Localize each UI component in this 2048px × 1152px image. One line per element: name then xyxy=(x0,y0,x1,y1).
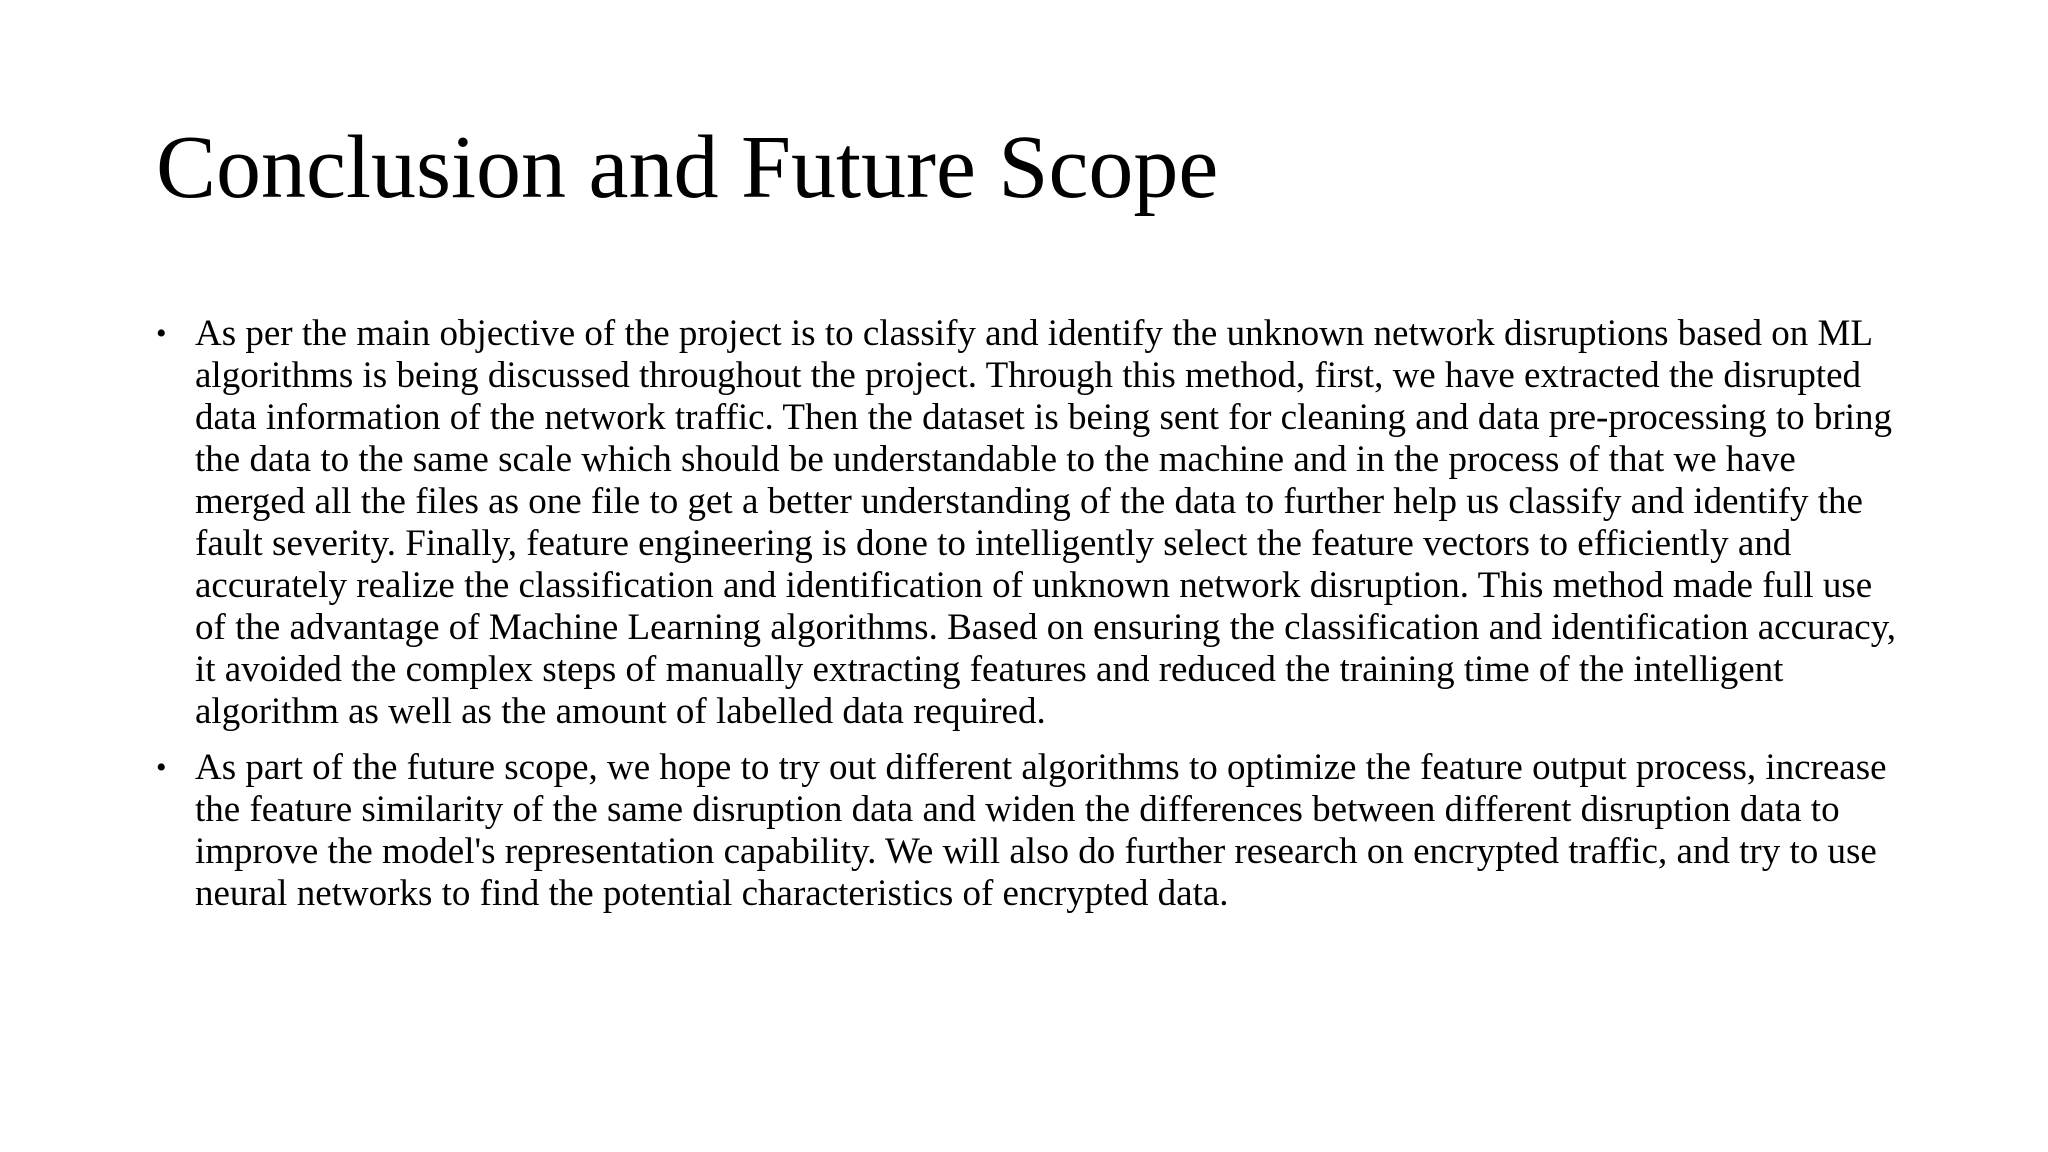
bullet-text-future-scope: As part of the future scope, we hope to try out different algorithms to optimize the feature output process, increase the feature similarity of the same disruption data and widen the differences between different disruption data to improve the model's representation capability. We will also do further research on encrypted traffic, and try to use neural networks to find the potential characteristics of encrypted data. xyxy=(195,747,1887,914)
bullet-list xyxy=(156,313,1908,929)
bullet-text-conclusion: As per the main objective of the project is to classify and identify the unknown network disruptions based on ML algorithms is being discussed throughout the project. Through this method, first, we have extracted the disrupted data information of the network traffic. Then the dataset is being sent for cleaning and data pre-processing to bring the data to the same scale which should be understandable to the machine and in the process of that we have merged all the files as one file to get a better understanding of the data to further help us classify and identify the fault severity. Finally, feature engineering is done to intelligently select the feature vectors to efficiently and accurately realize the classification and identification of unknown network disruption. This method made full use of the advantage of Machine Learning algorithms. Based on ensuring the classification and identification accuracy, it avoided the complex steps of manually extracting features and reduced the training time of the intelligent algorithm as well as the amount of labelled data required. xyxy=(195,313,1897,732)
bullet-dot-icon: • xyxy=(156,317,167,350)
bullet-item-conclusion xyxy=(156,313,1908,733)
slide-title: Conclusion and Future Scope xyxy=(156,118,1219,217)
bullet-dot-icon: • xyxy=(156,751,167,784)
bullet-item-future-scope xyxy=(156,747,1908,915)
